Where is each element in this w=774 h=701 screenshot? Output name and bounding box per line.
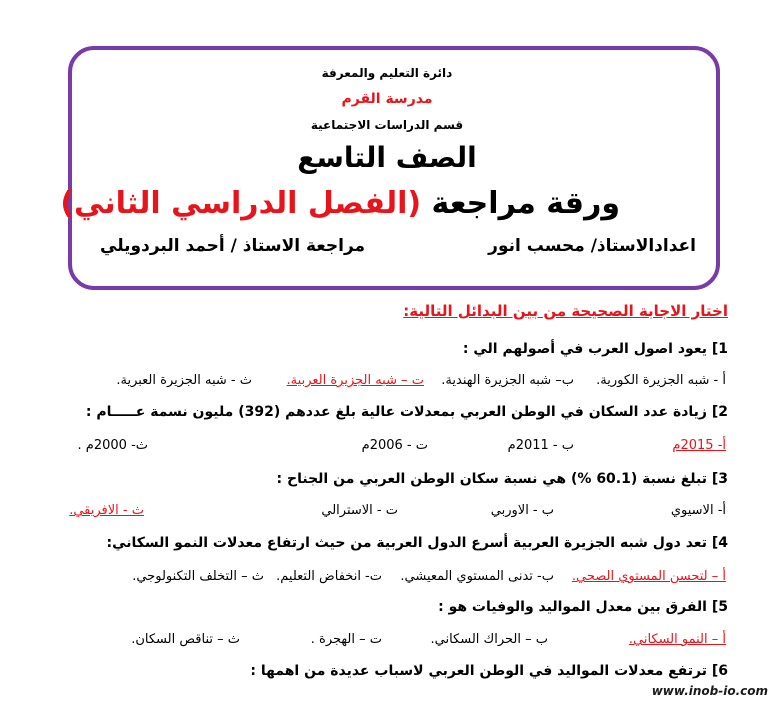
question-6: 6] ترتفع معدلات المواليد في الوطن العربي لاسباب عديدة من اهمها : (250, 663, 728, 679)
q2-option-a: أ- 2015م (672, 438, 726, 453)
school-name: مدرسة القرم (341, 91, 433, 107)
grade-title: الصف التاسع (297, 141, 477, 174)
question-5: 5] الفرق بين معدل المواليد والوفيات هو : (438, 599, 728, 615)
q3-option-d: ث - الافريقي. (69, 503, 144, 518)
q5-option-d: ث – تناقص السكان. (131, 632, 240, 647)
section-name: قسم الدراسات الاجتماعية (310, 118, 464, 132)
q2-option-d: ث- 2000م . (77, 438, 148, 453)
q2-option-c: ت - 2006م (361, 438, 428, 453)
q1-option-c: ت – شبه الجزيرة العربية. (286, 373, 424, 388)
question-1: 1] يعود اصول العرب في أصولهم الي : (462, 341, 728, 357)
review-title-prefix: ورقة مراجعة (431, 186, 620, 221)
q4-option-d: ث – التخلف التكنولوجي. (132, 569, 264, 584)
instructions: اختار الاجابة الصحيحة من بين البدائل التالية: (403, 302, 728, 320)
review-title (60, 186, 620, 221)
q2-option-b: ب - 2011م (507, 438, 574, 453)
q4-option-b: ب- تدنى المستوي المعيشي. (400, 569, 554, 584)
watermark: www.inob-io.com (651, 684, 768, 698)
question-2: 2] زيادة عدد السكان في الوطن العربي بمعدلات عالية بلغ عددهم (392) مليون نسمة عـــــام : (85, 404, 728, 420)
q5-option-c: ت – الهجرة . (310, 632, 382, 647)
q1-option-b: ب– شبه الجزيرة الهندية. (441, 373, 574, 388)
q3-option-a: أ- الاسيوي (670, 503, 726, 518)
q3-option-c: ت - الاسترالي (321, 503, 398, 518)
reviewed-by: مراجعة الاستاذ / أحمد البردويلي (100, 236, 366, 256)
q3-option-b: ب - الاوربي (490, 503, 554, 518)
department-name: دائرة التعليم والمعرفة (321, 66, 453, 80)
q4-option-c: ت- انخفاض التعليم. (276, 569, 382, 584)
q5-option-a: أ – النمو السكاني. (628, 632, 726, 647)
prepared-by: اعدادالاستاذ/ محسب انور (488, 236, 696, 256)
q5-option-b: ب – الحراك السكاني. (430, 632, 548, 647)
q4-option-a: أ – لتحسن المستوي الصحي. (571, 569, 726, 584)
question-4: 4] تعد دول شبه الجزيرة العربية أسرع الدول العربية من حيث ارتفاع معدلات النمو السكاني: (106, 535, 728, 551)
q1-option-d: ث - شبه الجزيرة العبرية. (116, 373, 252, 388)
question-3: 3] تبلغ نسبة (60.1 %) هي نسبة سكان الوطن العربي من الجناح : (276, 471, 728, 487)
q1-option-a: أ - شبه الجزيرة الكورية. (596, 373, 726, 388)
review-title-term: (الفصل الدراسي الثاني) (60, 186, 422, 221)
